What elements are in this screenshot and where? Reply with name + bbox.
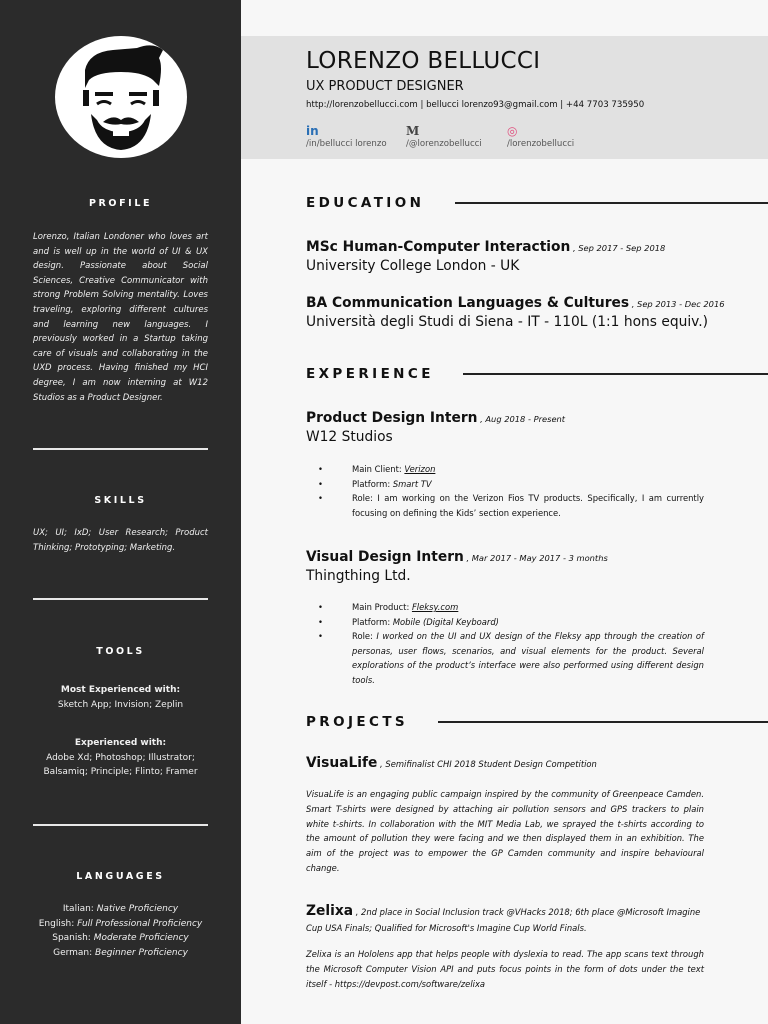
detail-value: Smart TV bbox=[392, 478, 432, 489]
company-name: W12 Studios bbox=[306, 429, 393, 445]
medium-icon: M bbox=[406, 124, 420, 138]
job-dates: , Aug 2018 - Present bbox=[477, 414, 566, 424]
projects-heading: PROJECTS bbox=[306, 714, 409, 730]
detail-label: Main Product: bbox=[352, 602, 412, 612]
languages-list bbox=[0, 902, 241, 960]
company-name: Thingthing Ltd. bbox=[306, 568, 411, 584]
tools-exp-line1: Adobe Xd; Photoshop; Illustrator; bbox=[46, 752, 195, 763]
skills-text: UX; UI; IxD; User Research; Product Thinking; Prototyping; Marketing. bbox=[33, 528, 208, 553]
job-dates: , Mar 2017 - May 2017 - 3 months bbox=[463, 553, 608, 563]
project-subtitle: , Semifinalist CHI 2018 Student Design Competition bbox=[377, 759, 597, 769]
language-name: English: bbox=[38, 918, 75, 929]
detail-value: I am working on the Verizon Fios TV products. Specifically, I am currently focusing on defining the Kids’ section experience. bbox=[352, 493, 704, 518]
tools-exp-label: Experienced with: bbox=[74, 738, 167, 748]
product-link[interactable]: Fleksy.com bbox=[411, 602, 459, 612]
language-name: Italian: bbox=[62, 904, 94, 914]
social-handle: /in/bellucci lorenzo bbox=[306, 139, 387, 149]
project-heading bbox=[306, 755, 704, 772]
section-rule bbox=[455, 202, 768, 204]
detail-label: Role: bbox=[352, 493, 378, 504]
sidebar bbox=[0, 0, 241, 1024]
job-entry-title bbox=[306, 546, 608, 565]
section-rule bbox=[438, 721, 768, 723]
job-title: UX PRODUCT DESIGNER bbox=[306, 79, 464, 94]
profile-text: Lorenzo, Italian Londoner who loves art and is well up in the world of UI & UX design. Passionate about Social Sciences, Creative Communicator with strong Problem Solving mentality. Loves traveling, exploring different cultures and learning new languages. I previously worked in a Startup taking care of visuals and collaborating in the UXD process. Having finished my HCI degree, I am now interning at W12 Studios as a Product Designer. bbox=[33, 232, 208, 403]
job-entry-title bbox=[306, 407, 565, 426]
detail-value: I worked on the UI and UX design of the Fleksy app through the creation of personas, user flows, scenarios, and visual elements for the product. Several explorations of the product’s interface were also performed using different design tools. bbox=[352, 631, 705, 685]
list-item bbox=[318, 477, 704, 492]
dribbble-icon: ◎ bbox=[507, 124, 518, 138]
detail-label: Role: bbox=[352, 631, 377, 642]
tools-most-items: Sketch App; Invision; Zeplin bbox=[57, 699, 184, 710]
language-item bbox=[0, 902, 241, 917]
job-title: Visual Design Intern bbox=[306, 549, 464, 565]
profile-heading: PROFILE bbox=[88, 198, 153, 209]
job-details bbox=[318, 462, 704, 520]
social-linkedin[interactable] bbox=[306, 124, 387, 149]
avatar-illustration-icon bbox=[55, 36, 187, 158]
language-level: Beginner Proficiency bbox=[95, 947, 188, 958]
language-name: Spanish: bbox=[52, 933, 91, 944]
experience-heading: EXPERIENCE bbox=[306, 366, 434, 382]
language-item bbox=[0, 946, 241, 961]
degree-title: BA Communication Languages & Cultures bbox=[306, 295, 630, 311]
degree-title: MSc Human-Computer Interaction bbox=[306, 239, 571, 255]
list-item bbox=[318, 629, 704, 687]
language-level: Moderate Proficiency bbox=[93, 933, 189, 944]
language-item bbox=[0, 917, 241, 932]
language-level: Full Professional Proficiency bbox=[77, 918, 203, 929]
language-level: Native Proficiency bbox=[96, 904, 179, 914]
detail-label: Platform: bbox=[352, 616, 393, 627]
tools-most-label: Most Experienced with: bbox=[60, 685, 181, 695]
tools-most-experienced bbox=[0, 683, 241, 712]
divider bbox=[33, 598, 208, 600]
project-title: VisuaLife bbox=[306, 755, 378, 771]
list-item bbox=[318, 462, 704, 477]
detail-label: Platform: bbox=[352, 478, 393, 489]
divider bbox=[33, 824, 208, 826]
tools-heading: TOOLS bbox=[96, 646, 145, 657]
linkedin-icon: in bbox=[306, 124, 319, 138]
education-entry-title bbox=[306, 236, 665, 255]
education-heading: EDUCATION bbox=[306, 195, 425, 211]
social-handle: /@lorenzobellucci bbox=[406, 139, 482, 149]
social-handle: /lorenzobellucci bbox=[507, 139, 575, 149]
school-name: Università degli Studi di Siena - IT - 110L (1:1 hons equiv.) bbox=[306, 314, 709, 330]
person-name: LORENZO BELLUCCI bbox=[306, 48, 541, 74]
avatar bbox=[55, 36, 187, 158]
degree-dates: , Sep 2013 - Dec 2016 bbox=[629, 299, 725, 309]
detail-label: Main Client: bbox=[352, 464, 405, 474]
job-title: Product Design Intern bbox=[306, 410, 478, 426]
list-item bbox=[318, 615, 704, 630]
school-name: University College London - UK bbox=[306, 258, 520, 274]
client-link[interactable]: Verizon bbox=[404, 464, 436, 474]
project-subtitle: , 2nd place in Social Inclusion track @VHacks 2018; 6th place @Microsoft Imagine Cup USA Finals; Qualified for Microsoft's Imagine Cup World Finals. bbox=[306, 907, 701, 933]
project-description: Zelixa is an Hololens app that helps people with dyslexia to read. The app scans text through the Microsoft Computer Vision API and puts focus points in the form of dots under the text itself - https://devpost.com/software/zelixa bbox=[306, 949, 704, 989]
social-dribbble[interactable] bbox=[507, 124, 574, 149]
project-heading bbox=[306, 903, 704, 936]
social-medium[interactable] bbox=[406, 124, 482, 149]
languages-heading: LANGUAGES bbox=[76, 871, 165, 882]
divider bbox=[33, 448, 208, 450]
tools-exp-line2: Balsamiq; Principle; Flinto; Framer bbox=[43, 767, 198, 778]
detail-value: Mobile (Digital Keyboard) bbox=[392, 616, 499, 627]
contact-info[interactable]: http://lorenzobellucci.com | bellucci lorenzo93@gmail.com | +44 7703 735950 bbox=[306, 100, 645, 110]
list-item bbox=[318, 600, 704, 615]
language-name: German: bbox=[53, 947, 93, 958]
language-item bbox=[0, 931, 241, 946]
education-entry-title bbox=[306, 292, 725, 311]
degree-dates: , Sep 2017 - Sep 2018 bbox=[570, 243, 666, 253]
header-band bbox=[241, 36, 768, 159]
skills-heading: SKILLS bbox=[94, 495, 147, 506]
list-item bbox=[318, 491, 704, 520]
project-title: Zelixa bbox=[306, 903, 354, 919]
project-description: VisuaLife is an engaging public campaign inspired by the community of Greenpeace Camden. Smart T-shirts were designed by attaching air pollution sensors and GPS trackers to plain white t-shirts. In collaboration with the MIT Media Lab, we sprayed the t-shirts according to the amount of pollution they were facing and we then displayed them in an exhibition. The aim of the project was to empower the GP Camden community and inspire behavioural change. bbox=[306, 789, 704, 873]
tools-experienced bbox=[0, 736, 241, 780]
job-details bbox=[318, 600, 704, 688]
section-rule bbox=[463, 373, 768, 375]
